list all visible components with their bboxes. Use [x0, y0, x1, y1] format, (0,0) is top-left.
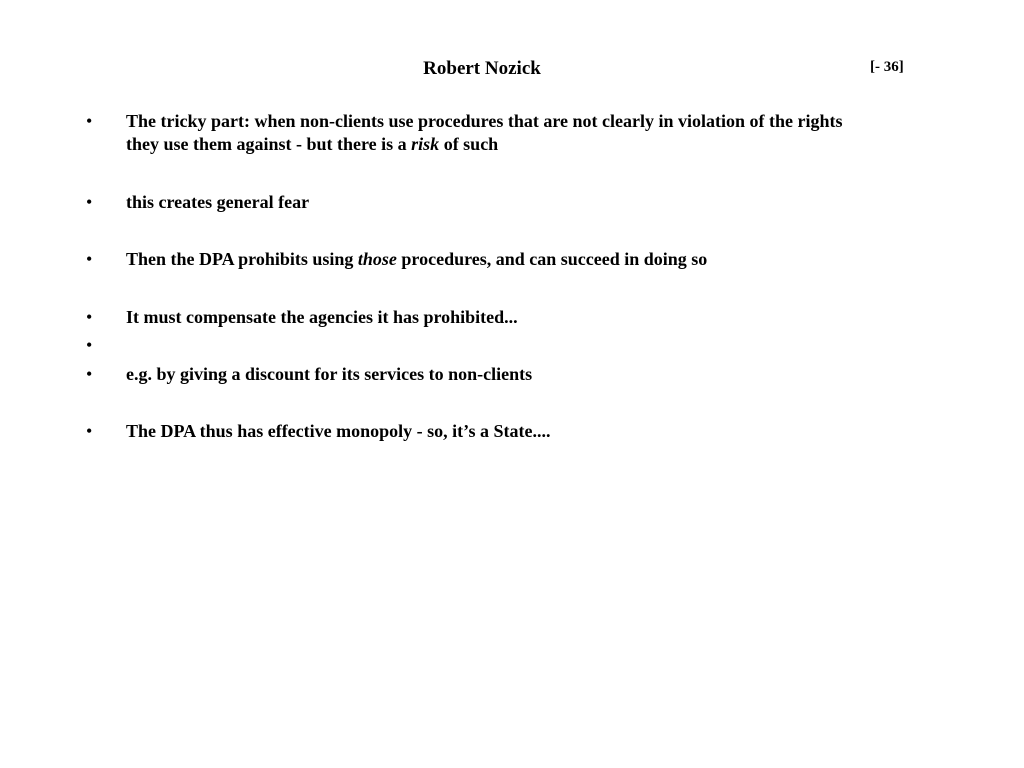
bullet-text-plain: they use them against - but there is a — [126, 134, 412, 154]
bullet-item-4 — [86, 306, 946, 329]
bullet-text-plain: procedures, and can succeed in doing so — [396, 249, 708, 269]
page-number: [- 36] — [870, 59, 904, 75]
bullet-marker: • — [86, 335, 93, 355]
bullet-marker: • — [86, 249, 93, 269]
bullet-marker: • — [86, 192, 93, 212]
bullet-item-3 — [86, 248, 946, 271]
bullet-item-6 — [86, 363, 946, 386]
bullet-text: this creates general fear — [126, 192, 310, 212]
bullet-item-7 — [86, 420, 946, 443]
bullet-text: The DPA thus has effective monopoly - so, it’s a State.... — [126, 421, 551, 441]
bullet-marker: • — [86, 307, 93, 327]
bullet-text: e.g. by giving a discount for its services to non-clients — [126, 364, 533, 384]
bullet-marker: • — [86, 421, 93, 441]
bullet-item-2 — [86, 191, 946, 214]
bullet-item-1 — [86, 110, 946, 156]
bullet-text: It must compensate the agencies it has prohibited... — [126, 307, 518, 327]
bullet-text-emphasis: risk — [411, 134, 440, 154]
bullet-marker: • — [86, 364, 93, 384]
bullet-marker: • — [86, 111, 93, 131]
bullet-text-line-1: The tricky part: when non-clients use procedures that are not clearly in violation of the rights — [126, 111, 843, 131]
bullet-text-plain: of such — [439, 134, 499, 154]
slide-title: Robert Nozick — [423, 58, 541, 79]
bullet-text-emphasis: those — [357, 249, 397, 269]
bullet-text-line-2 — [126, 133, 946, 156]
bullet-text-plain: Then the DPA prohibits using — [126, 249, 358, 269]
bullet-text — [126, 248, 946, 271]
